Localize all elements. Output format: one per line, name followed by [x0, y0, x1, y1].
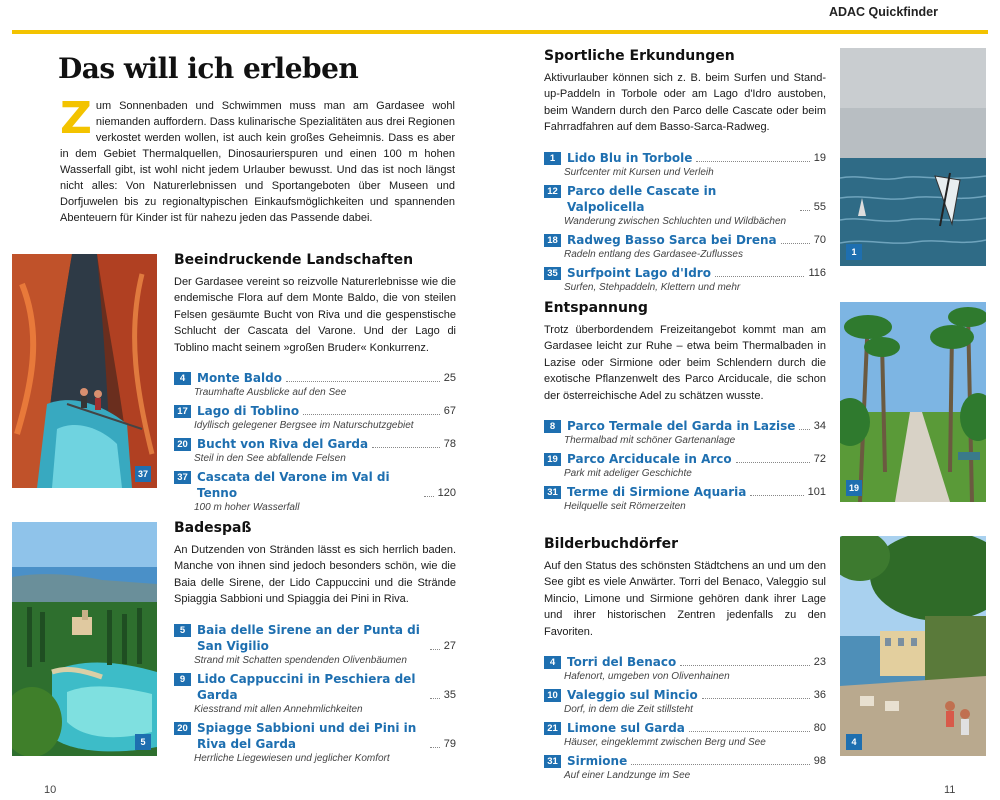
poi-number-badge: 4 — [174, 372, 191, 385]
dot-leader — [372, 447, 440, 448]
poi-entry — [544, 232, 826, 262]
poi-entry — [544, 720, 826, 750]
poi-entry-line — [544, 265, 826, 281]
photo-beach — [12, 522, 157, 756]
poi-name: Sirmione — [567, 754, 628, 769]
poi-page-number: 27 — [443, 639, 456, 652]
poi-subtitle: Thermalbad mit schöner Gartenanlage — [564, 435, 736, 447]
poi-number-badge: 35 — [544, 267, 561, 280]
poi-entry-line — [544, 654, 826, 670]
poi-subtitle: Strand mit Schatten spendenden Olivenbäumen — [194, 654, 407, 666]
poi-entry — [174, 403, 456, 433]
poi-number-badge: 19 — [544, 453, 561, 466]
poi-page-number: 36 — [813, 689, 826, 702]
poi-subtitle: Auf einer Landzunge im See — [564, 770, 691, 782]
poi-subtitle: Surfen, Stehpaddeln, Klettern und mehr — [564, 281, 741, 293]
section-heading: Sportliche Erkundungen — [544, 48, 735, 64]
poi-page-number: 34 — [813, 420, 826, 433]
poi-subtitle: Surfcenter mit Kursen und Verleih — [564, 166, 714, 178]
poi-page-number: 98 — [813, 755, 826, 768]
poi-name: Lago di Toblino — [197, 404, 300, 419]
header-rule — [12, 30, 988, 34]
poi-name: Lido Cappuccini in Peschiera del Garda — [197, 671, 416, 702]
poi-name: Torri del Benaco — [567, 655, 677, 670]
dot-leader — [631, 764, 810, 765]
page-title: Das will ich erleben — [58, 52, 359, 85]
poi-number-badge: 31 — [544, 486, 561, 499]
poi-entry — [174, 436, 456, 466]
poi-number-badge: 8 — [544, 420, 561, 433]
poi-list — [544, 418, 826, 514]
poi-number-badge: 31 — [544, 755, 561, 768]
poi-entry-line — [544, 753, 826, 769]
poi-subtitle: 100 m hoher Wasserfall — [194, 502, 300, 514]
poi-name: Parco Termale del Garda in Lazise — [567, 419, 796, 434]
section-doerfer — [544, 536, 826, 786]
poi-number-badge: 17 — [174, 405, 191, 418]
dot-leader — [430, 649, 440, 650]
poi-entry — [544, 687, 826, 717]
dot-leader — [689, 731, 810, 732]
poi-page-number: 70 — [813, 233, 826, 246]
poi-page-number: 55 — [813, 200, 826, 213]
poi-page-number: 23 — [813, 656, 826, 669]
section-description: Aktivurlauber können sich z. B. beim Surfen und Stand-up-Paddeln in Torbole oder am Lago d'Idro austoben, beim Wandern durch den Parco delle Cascate oder beim Fahrradfahren auf dem Basso-Sarca-Radweg. — [544, 72, 826, 134]
poi-entry-line — [174, 370, 456, 386]
poi-page-number: 120 — [437, 487, 456, 500]
poi-number-badge: 5 — [174, 624, 191, 637]
section-description: An Dutzenden von Stränden lässt es sich herrlich baden. Manche von ihnen sind jedoch besonders schön, wie die Baia delle Sirene, der Lido Cappuccini und die Strände Spiaggia Sabbioni und Spiaggia dei Pini in Riva. — [174, 544, 456, 606]
poi-name: Baia delle Sirene an der Punta di San Vigilio — [197, 622, 420, 653]
dot-leader — [702, 698, 810, 699]
dot-leader — [303, 414, 440, 415]
photo-tag-entspannung: 19 — [846, 480, 862, 496]
poi-subtitle: Kiesstrand mit allen Annehmlichkeiten — [194, 703, 363, 715]
poi-name: Lido Blu in Torbole — [567, 150, 693, 165]
poi-entry-line — [544, 720, 826, 736]
section-landschaften — [174, 252, 456, 518]
section-sport — [544, 48, 826, 298]
dot-leader — [736, 462, 810, 463]
poi-list — [544, 150, 826, 295]
poi-entry — [544, 654, 826, 684]
poi-page-number: 72 — [813, 453, 826, 466]
dot-leader — [680, 665, 809, 666]
poi-number-badge: 20 — [174, 438, 191, 451]
dot-leader — [424, 496, 434, 497]
poi-page-number: 79 — [443, 737, 456, 750]
poi-name: Parco delle Cascate in Valpolicella — [567, 183, 717, 214]
poi-entry — [544, 753, 826, 783]
poi-list — [174, 622, 456, 766]
poi-entry — [174, 622, 456, 668]
poi-subtitle: Idyllisch gelegener Bergsee im Naturschutzgebiet — [194, 420, 414, 432]
intro-dropcap: Z — [60, 93, 92, 144]
poi-name: Radweg Basso Sarca bei Drena — [567, 232, 777, 247]
poi-entry-line — [544, 418, 826, 434]
poi-number-badge: 4 — [544, 656, 561, 669]
poi-page-number: 101 — [807, 486, 826, 499]
poi-subtitle: Häuser, eingeklemmt zwischen Berg und See — [564, 737, 766, 749]
photo-canyon — [12, 254, 157, 488]
dot-leader — [430, 698, 440, 699]
poi-page-number: 78 — [443, 438, 456, 451]
poi-name: Valeggio sul Mincio — [567, 688, 698, 703]
poi-name: Surfpoint Lago d'Idro — [567, 265, 711, 280]
poi-number-badge: 18 — [544, 234, 561, 247]
poi-entry — [174, 720, 456, 766]
section-description: Trotz überbordendem Freizeitangebot kommt man am Gardasee leicht zur Ruhe – etwa beim Thermalbaden in Lazise oder Sirmione oder beim Schlendern durch die exotische Pflanzenwelt des Parco Arciducale, die schon der österreichische Adel zu schätzen wusste. — [544, 324, 826, 402]
poi-name: Monte Baldo — [197, 371, 282, 386]
poi-page-number: 35 — [443, 688, 456, 701]
poi-number-badge: 9 — [174, 673, 191, 686]
dot-leader — [696, 161, 809, 162]
intro-paragraph — [60, 93, 455, 226]
poi-entry-line — [544, 687, 826, 703]
poi-entry-line — [174, 671, 456, 703]
poi-entry-line — [544, 150, 826, 166]
poi-entry-line — [544, 183, 826, 215]
poi-name: Bucht von Riva del Garda — [197, 437, 369, 452]
section-badespass — [174, 520, 456, 769]
section-entspannung — [544, 300, 826, 517]
poi-entry — [544, 183, 826, 229]
poi-entry — [544, 418, 826, 448]
section-description: Der Gardasee vereint so reizvolle Naturerlebnisse wie die endemische Flora auf dem Monte Baldo, die von steilen Felsen gesäumte Bucht von Riva und die gespenstische Schlucht der Cascata del Varone. Und der Lago di Toblino macht seinem »großen Bruder« Konkurrenz. — [174, 276, 456, 354]
poi-entry-line — [174, 469, 456, 501]
dot-leader — [715, 276, 804, 277]
poi-entry — [174, 370, 456, 400]
photo-village — [840, 536, 986, 756]
poi-number-badge: 1 — [544, 152, 561, 165]
header-brand: ADAC Quickfinder — [828, 5, 938, 19]
poi-list — [544, 654, 826, 783]
poi-entry-line — [174, 403, 456, 419]
dot-leader — [430, 747, 440, 748]
poi-entry — [174, 469, 456, 515]
poi-subtitle: Radeln entlang des Gardasee-Zuflusses — [564, 248, 743, 260]
poi-entry-line — [544, 232, 826, 248]
photo-tag-landschaften: 37 — [135, 466, 151, 482]
photo-tag-badespass: 5 — [135, 734, 151, 750]
poi-subtitle: Wanderung zwischen Schluchten und Wildbächen — [564, 215, 787, 227]
section-description: Auf den Status des schönsten Städtchens an und um den See gibt es viele Anwärter. Torri del Benaco, Valeggio sul Mincio, Limone und Sirmione gehören dank ihrer Lage und ihrer historischen Zentren jedenfalls zu den Favoriten. — [544, 560, 826, 638]
page-number-left: 10 — [44, 784, 57, 796]
photo-tag-doerfer: 4 — [846, 734, 862, 750]
dot-leader — [799, 429, 809, 430]
intro-text: um Sonnenbaden und Schwimmen muss man am Gardasee wohl niemanden auffordern. Dass kulinarische Spezialitäten aus drei Regionen verkostet werden wollen, ist auch kein großes Geheimnis. Dass es aber in dem Gebiet Thermalquellen, Dinosaurierspuren und einen 100 m hohen Wasserfall gibt, ist wohl nicht jedem Urlauber bewusst. Und das ist noch längst nicht alles: Von Naturerlebnissen und Sportangeboten über Museen und Dorfjuwelen bis zu regionaltypischen Einkaufsmöglichkeiten und spannenden Abenteuern für Kinder ist für nahezu jeden das Passende dabei. — [60, 100, 455, 224]
poi-subtitle: Dorf, in dem die Zeit stillsteht — [564, 704, 693, 716]
section-heading: Entspannung — [544, 300, 648, 316]
poi-entry — [544, 451, 826, 481]
poi-page-number: 25 — [443, 372, 456, 385]
poi-name: Cascata del Varone im Val di Tenno — [197, 470, 390, 501]
poi-subtitle: Hafenort, umgeben von Olivenhainen — [564, 671, 730, 683]
poi-page-number: 80 — [813, 722, 826, 735]
poi-subtitle: Steil in den See abfallende Felsen — [194, 453, 346, 465]
dot-leader — [781, 243, 810, 244]
poi-entry — [544, 150, 826, 180]
poi-number-badge: 10 — [544, 689, 561, 702]
photo-palm-park — [840, 302, 986, 502]
section-heading: Bilderbuchdörfer — [544, 536, 678, 552]
poi-subtitle: Heilquelle seit Römerzeiten — [564, 501, 686, 513]
dot-leader — [750, 495, 803, 496]
photo-tag-sport: 1 — [846, 244, 862, 260]
dot-leader — [800, 210, 810, 211]
dot-leader — [286, 381, 440, 382]
poi-name: Parco Arciducale in Arco — [567, 452, 732, 467]
poi-page-number: 19 — [813, 151, 826, 164]
poi-entry-line — [174, 720, 456, 752]
poi-entry-line — [174, 436, 456, 452]
page-number-right: 11 — [944, 784, 956, 796]
poi-subtitle: Traumhafte Ausblicke auf den See — [194, 387, 347, 399]
poi-list — [174, 370, 456, 515]
poi-name: Limone sul Garda — [567, 721, 685, 736]
poi-name: Spiagge Sabbioni und dei Pini in Riva del Garda — [197, 720, 417, 751]
poi-entry-line — [544, 484, 826, 500]
poi-page-number: 67 — [443, 405, 456, 418]
poi-page-number: 116 — [808, 266, 826, 279]
poi-subtitle: Herrliche Liegewiesen und jeglicher Komfort — [194, 752, 390, 764]
photo-windsurf — [840, 48, 986, 266]
section-heading: Beeindruckende Landschaften — [174, 252, 414, 268]
poi-entry-line — [544, 451, 826, 467]
poi-name: Terme di Sirmione Aquaria — [567, 485, 747, 500]
poi-subtitle: Park mit adeliger Geschichte — [564, 468, 692, 480]
poi-entry — [544, 484, 826, 514]
poi-number-badge: 20 — [174, 722, 191, 735]
poi-entry-line — [174, 622, 456, 654]
poi-number-badge: 21 — [544, 722, 561, 735]
poi-number-badge: 12 — [544, 185, 561, 198]
poi-number-badge: 37 — [174, 471, 191, 484]
poi-entry — [174, 671, 456, 717]
section-heading: Badespaß — [174, 520, 252, 536]
poi-entry — [544, 265, 826, 295]
